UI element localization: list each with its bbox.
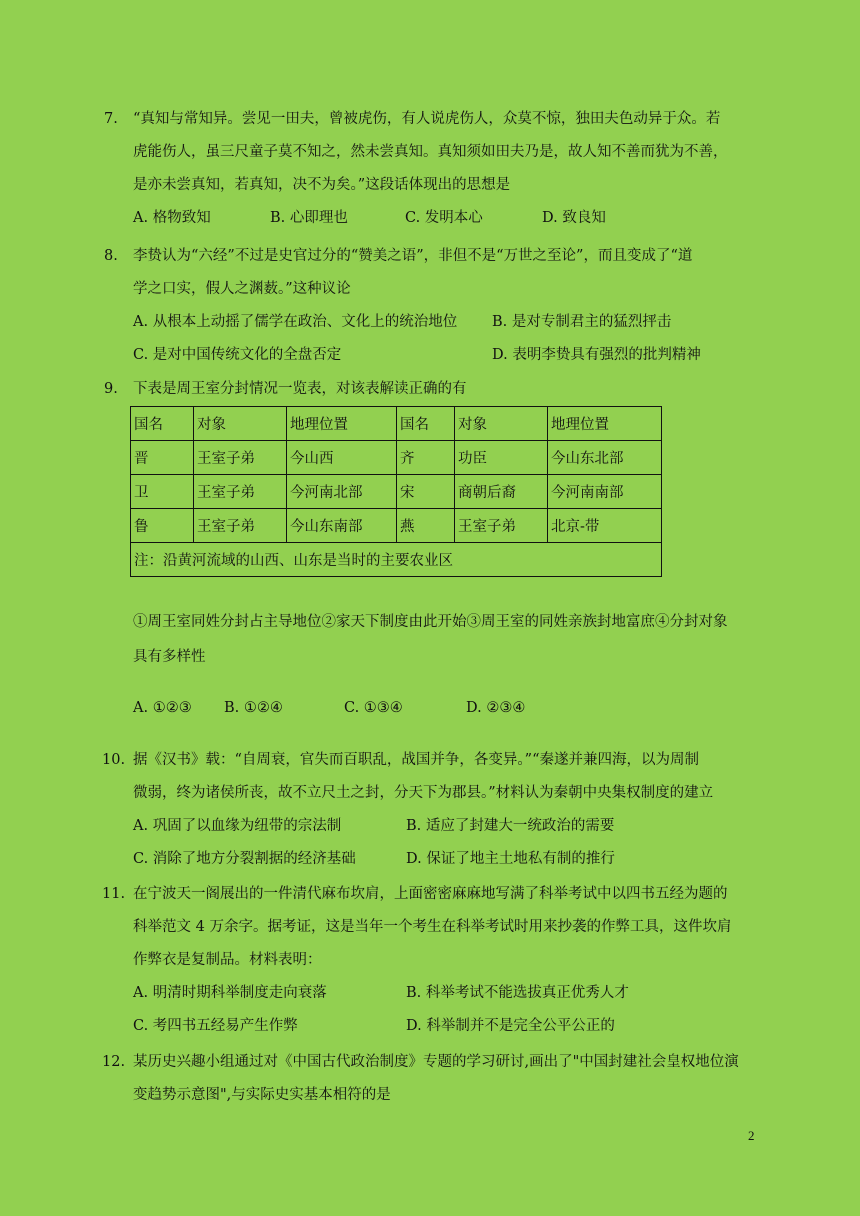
option-b: B. 适应了封建大一统政治的需要 <box>406 818 615 834</box>
option-c: C. ①③④ <box>344 700 403 716</box>
statement-line: ①周王室同姓分封占主导地位②家天下制度由此开始③周王室的同姓亲族封地富庶④分封对象 <box>133 614 728 630</box>
option-d: D. ②③④ <box>466 700 526 716</box>
question-number: 9. <box>104 381 118 397</box>
table-cell: 北京-带 <box>548 509 662 543</box>
table-cell: 今河南南部 <box>548 475 662 509</box>
question-number: 10. <box>102 752 126 768</box>
table-cell: 鲁 <box>131 509 194 543</box>
question-text-line: 科举范文 4 万余字。据考证，这是当年一个考生在科举考试时用来抄袭的作弊工具，这件坎肩 <box>133 919 732 935</box>
table-cell: 今山东北部 <box>548 441 662 475</box>
question-text-line: 在宁波天一阁展出的一件清代麻布坎肩，上面密密麻麻地写满了科举考试中以四书五经为题的 <box>133 886 728 902</box>
table-cell: 王室子弟 <box>194 509 287 543</box>
option-a: A. ①②③ <box>133 700 192 716</box>
question-number: 11. <box>102 886 126 902</box>
table-cell: 今山东南部 <box>287 509 397 543</box>
table-cell: 燕 <box>397 509 455 543</box>
options-row <box>133 1010 760 1043</box>
question-number: 12. <box>102 1054 126 1070</box>
question-10 <box>104 744 760 876</box>
option-d: D. 致良知 <box>542 210 606 226</box>
options-row <box>133 810 760 843</box>
question-text-line: “真知与常知异。尝见一田夫，曾被虎伤，有人说虎伤人，众莫不惊，独田夫色动异于众。若 <box>133 111 721 127</box>
table-header-cell: 对象 <box>194 407 287 441</box>
question-7 <box>104 103 760 235</box>
table-cell: 今山西 <box>287 441 397 475</box>
option-a: A. 巩固了以血缘为纽带的宗法制 <box>133 818 342 834</box>
table-header-cell: 国名 <box>131 407 194 441</box>
options-row <box>133 692 760 725</box>
option-c: C. 是对中国传统文化的全盘否定 <box>133 347 342 363</box>
option-b: B. ①②④ <box>224 700 283 716</box>
option-b: B. 心即理也 <box>270 210 348 226</box>
question-text-line: 虎能伤人，虽三尺童子莫不知之，然未尝真知。真知须如田夫乃是，故人知不善而犹为不善， <box>133 144 728 160</box>
question-text-line: 李贽认为“六经”不过是史官过分的“赞美之语”，非但不是“万世之至论”，而且变成了“道 <box>133 248 693 264</box>
options-row <box>133 977 760 1010</box>
question-text-line: 据《汉书》载：“自周衰，官失而百职乱，战国并争，各变异。”“秦遂并兼四海，以为周制 <box>133 752 699 768</box>
question-9-options <box>104 692 760 725</box>
table-cell: 王室子弟 <box>194 441 287 475</box>
table-row <box>131 509 662 543</box>
table-header-cell: 地理位置 <box>548 407 662 441</box>
table-cell: 晋 <box>131 441 194 475</box>
options-row <box>133 306 760 339</box>
table-note: 注：沿黄河流域的山西、山东是当时的主要农业区 <box>131 543 662 577</box>
table-cell: 王室子弟 <box>455 509 548 543</box>
question-stem: 下表是周王室分封情况一览表，对该表解读正确的有 <box>133 381 467 397</box>
question-8 <box>104 240 760 372</box>
statement-line: 具有多样性 <box>133 649 206 665</box>
option-a: A. 格物致知 <box>133 210 211 226</box>
option-d: D. 表明李贽具有强烈的批判精神 <box>492 347 701 363</box>
page-number: 2 <box>748 1128 755 1143</box>
option-a: A. 从根本上动摇了儒学在政治、文化上的统治地位 <box>133 314 458 330</box>
question-text-line: 某历史兴趣小组通过对《中国古代政治制度》专题的学习研讨,画出了"中国封建社会皇权地位演 <box>133 1054 739 1070</box>
enfeoffment-table <box>130 406 662 577</box>
question-11 <box>104 878 760 1043</box>
question-text-line: 微弱，终为诸侯所丧，故不立尺土之封，分天下为郡县。”材料认为秦朝中央集权制度的建立 <box>133 785 714 801</box>
question-text-line: 作弊衣是复制品。材料表明： <box>133 952 322 968</box>
option-a: A. 明清时期科举制度走向衰落 <box>133 985 327 1001</box>
table-header-cell: 国名 <box>397 407 455 441</box>
table-row <box>131 441 662 475</box>
question-number: 7. <box>104 111 118 127</box>
table-cell: 功臣 <box>455 441 548 475</box>
table-header-cell: 对象 <box>455 407 548 441</box>
question-text-line: 变趋势示意图",与实际史实基本相符的是 <box>133 1087 391 1103</box>
option-d: D. 科举制并不是完全公平公正的 <box>406 1018 615 1034</box>
options-row <box>133 202 760 235</box>
option-b: B. 是对专制君主的猛烈抨击 <box>492 314 672 330</box>
options-row <box>133 339 760 372</box>
option-c: C. 考四书五经易产生作弊 <box>133 1018 298 1034</box>
question-9 <box>104 373 760 406</box>
table-header-cell: 地理位置 <box>287 407 397 441</box>
option-d: D. 保证了地主土地私有制的推行 <box>406 851 615 867</box>
table-cell: 卫 <box>131 475 194 509</box>
table-cell: 商朝后裔 <box>455 475 548 509</box>
table-cell: 宋 <box>397 475 455 509</box>
table-row <box>131 475 662 509</box>
table-note-row <box>131 543 662 577</box>
option-c: C. 消除了地方分裂割据的经济基础 <box>133 851 356 867</box>
question-9-statements <box>104 605 760 675</box>
table-cell: 王室子弟 <box>194 475 287 509</box>
table-header-row <box>131 407 662 441</box>
table-cell: 齐 <box>397 441 455 475</box>
question-12 <box>104 1046 760 1112</box>
option-c: C. 发明本心 <box>405 210 483 226</box>
option-b: B. 科举考试不能选拔真正优秀人才 <box>406 985 629 1001</box>
question-text-line: 是亦未尝真知，若真知，决不为矣。”这段话体现出的思想是 <box>133 177 511 193</box>
question-text-line: 学之口实，假人之渊薮。”这种议论 <box>133 281 351 297</box>
question-number: 8. <box>104 248 118 264</box>
table-cell: 今河南北部 <box>287 475 397 509</box>
options-row <box>133 843 760 876</box>
